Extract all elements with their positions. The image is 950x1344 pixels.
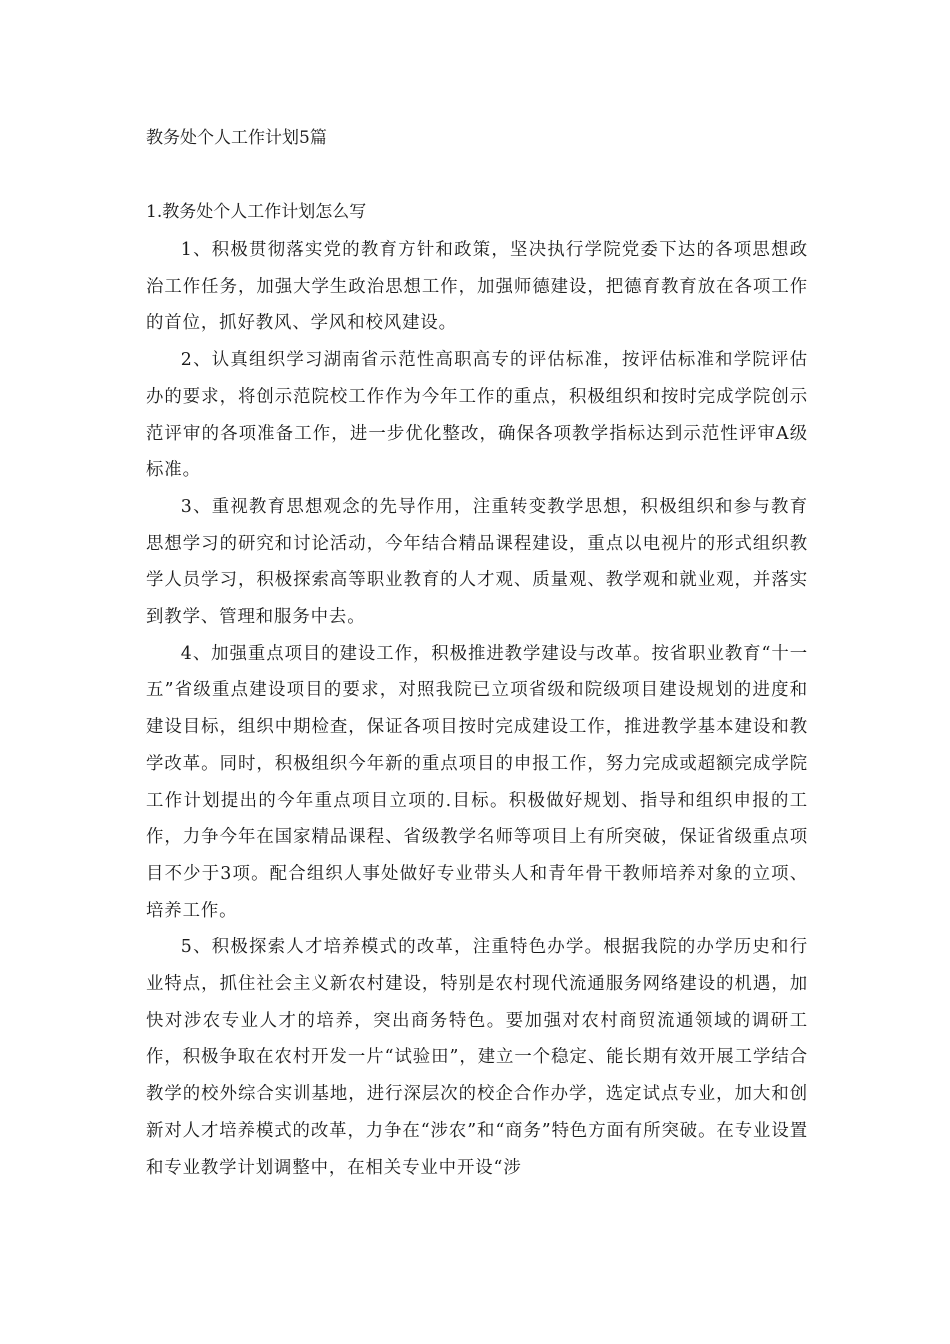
document-title: 教务处个人工作计划5篇 bbox=[146, 128, 327, 148]
paragraph-3: 3、重视教育思想观念的先导作用，注重转变教学思想，积极组织和参与教育思想学习的研究和讨论活动，今年结合精品课程建设，重点以电视片的形式组织教学人员学习，积极探索高等职业教育的人才观、质量观、教学观和就业观，并落实到教学、管理和服务中去。 bbox=[146, 496, 808, 628]
paragraph-4: 4、加强重点项目的建设工作，积极推进教学建设与改革。按省职业教育“十一五”省级重点建设项目的要求，对照我院已立项省级和院级项目建设规划的进度和建设目标，组织中期检查，保证各项目按时完成建设工作，推进教学基本建设和教学改革。同时，积极组织今年新的重点项目的申报工作，努力完成或超额完成学院工作计划提出的今年重点项目立项的.目标。积极做好规划、指导和组织申报的工作，力争今年在国家精品课程、省级教学名师等项目上有所突破，保证省级重点项目不少于3项。配合组织人事处做好专业带头人和青年骨干教师培养对象的立项、培养工作。 bbox=[146, 643, 808, 921]
paragraph-2: 2、认真组织学习湖南省示范性高职高专的评估标准，按评估标准和学院评估办的要求，将创示范院校工作作为今年工作的重点，积极组织和按时完成学院创示范评审的各项准备工作，进一步优化整改，确保各项教学指标达到示范性评审A级标准。 bbox=[146, 350, 808, 481]
paragraph-1: 1、积极贯彻落实党的教育方针和政策，坚决执行学院党委下达的各项思想政治工作任务，加强大学生政治思想工作，加强师德建设，把德育教育放在各项工作的首位，抓好教风、学风和校风建设。 bbox=[146, 240, 808, 334]
section-heading: 1.教务处个人工作计划怎么写 bbox=[146, 202, 367, 222]
paragraph-5: 5、积极探索人才培养模式的改革，注重特色办学。根据我院的办学历史和行业特点，抓住社会主义新农村建设，特别是农村现代流通服务网络建设的机遇，加快对涉农专业人才的培养，突出商务特色。要加强对农村商贸流通领域的调研工作，积极争取在农村开发一片“试验田”，建立一个稳定、能长期有效开展工学结合教学的校外综合实训基地，进行深层次的校企合作办学，选定试点专业，加大和创新对人才培养模式的改革，力争在“涉农”和“商务”特色方面有所突破。在专业设置和专业教学计划调整中，在相关专业中开设“涉 bbox=[146, 937, 808, 1178]
document-body bbox=[146, 232, 808, 1186]
